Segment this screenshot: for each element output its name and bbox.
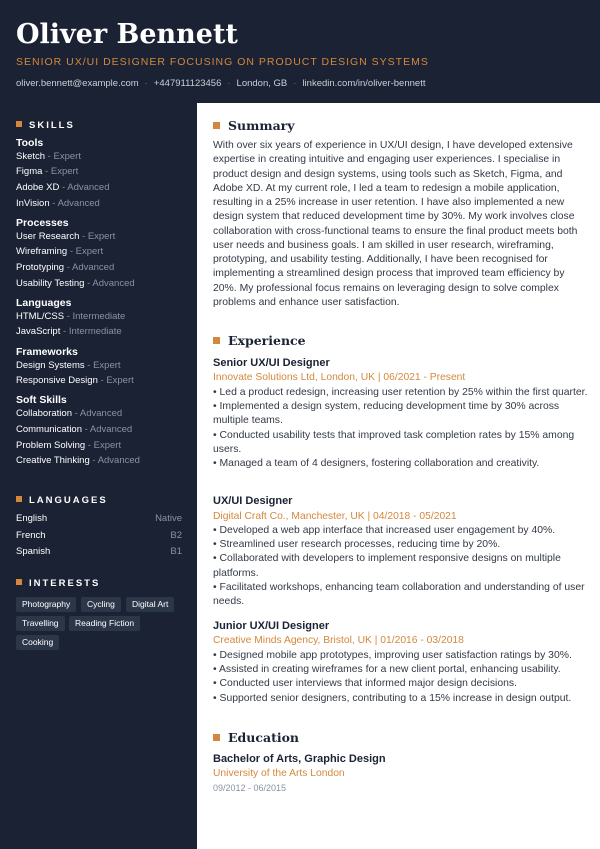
heading-square-icon	[16, 496, 22, 502]
interest-tag: Photography	[16, 597, 76, 612]
list-item: • Collaborated with developers to implement responsive designs on multiple platforms.	[213, 552, 591, 580]
interest-tag: Reading Fiction	[69, 616, 140, 631]
list-item: • Facilitated workshops, enhancing team collaboration and understanding of user needs.	[213, 581, 591, 609]
skill-item: Problem Solving - Expert	[16, 440, 122, 451]
job-bullets	[213, 524, 591, 609]
interest-tag: Cycling	[81, 597, 121, 612]
list-item: • Assisted in creating wireframes for a new client portal, enhancing usability.	[213, 663, 591, 677]
skill-item: Design Systems - Expert	[16, 360, 121, 371]
heading-square-icon	[213, 337, 220, 344]
experience-heading: Experience	[213, 333, 306, 348]
skill-item: Usability Testing - Advanced	[16, 278, 135, 289]
skill-item: HTML/CSS - Intermediate	[16, 311, 126, 322]
job-meta: Digital Craft Co., Manchester, UK | 04/2018 - 05/2021	[213, 511, 457, 522]
skill-item: Adobe XD - Advanced	[16, 182, 110, 193]
list-item: • Implemented a design system, reducing development time by 30% across multiple teams.	[213, 400, 591, 428]
skill-item: JavaScript - Intermediate	[16, 326, 122, 337]
skill-item: Responsive Design - Expert	[16, 375, 134, 386]
job-meta: Creative Minds Agency, Bristol, UK | 01/2016 - 03/2018	[213, 635, 464, 646]
separator-dot: ·	[293, 78, 297, 89]
languages-heading: LANGUAGES	[16, 495, 108, 506]
person-name: Oliver Bennett	[16, 19, 238, 50]
skill-item: Creative Thinking - Advanced	[16, 455, 140, 466]
language-row: Spanish B1	[16, 546, 182, 557]
school-name: University of the Arts London	[213, 768, 345, 779]
skill-group-title: Languages	[16, 297, 72, 309]
list-item: • Streamlined user research processes, reducing time by 20%.	[213, 538, 591, 552]
skill-group-title: Frameworks	[16, 346, 78, 358]
skill-item: Collaboration - Advanced	[16, 408, 123, 419]
interests-heading: INTERESTS	[16, 578, 100, 589]
main-content	[197, 103, 600, 849]
linkedin-link[interactable]: linkedin.com/in/oliver-bennett	[302, 78, 426, 89]
list-item: • Conducted usability tests that improved task completion rates by 15% among users.	[213, 429, 591, 457]
job-bullets	[213, 386, 591, 471]
job-title: UX/UI Designer	[213, 495, 293, 507]
skill-item: Wireframing - Expert	[16, 246, 104, 257]
language-row: French B2	[16, 530, 182, 541]
location-text: London, GB	[236, 78, 288, 89]
interest-tag: Travelling	[16, 616, 65, 631]
language-row: English Native	[16, 513, 182, 524]
skill-group-title: Soft Skills	[16, 394, 67, 406]
skill-item: Prototyping - Advanced	[16, 262, 115, 273]
heading-square-icon	[16, 579, 22, 585]
list-item: • Conducted user interviews that informed major design decisions.	[213, 677, 591, 691]
heading-square-icon	[213, 734, 220, 741]
summary-text: With over six years of experience in UX/UI design, I have developed extensive expertise in creating intuitive and engaging user experiences. I specialise in product design and design systems, using tools such as Sketch, Figma, and Adobe XD. At my current role, I led a team to redesign a mobile application, resulting in a 25% increase in user retention. I have also implemented a new design system that reduced development time by 30%. My work involves close collaboration with cross-functional teams to ensure the final product meets both user needs and business goals. I am skilled in user research, wireframing, prototyping, and usability testing. Additionally, I have been recognised for implementing a streamlined design process that improved team efficiency by 20%. My professional focus remains on leveraging design to solve complex problems and enhance user satisfaction.	[213, 140, 578, 308]
list-item: • Developed a web app interface that increased user engagement by 40%.	[213, 524, 591, 538]
skill-item: User Research - Expert	[16, 231, 116, 242]
interest-tag: Digital Art	[126, 597, 174, 612]
job-title: Senior UX/UI Designer	[213, 357, 330, 369]
phone-number[interactable]: +447911123456	[153, 78, 222, 89]
degree-title: Bachelor of Arts, Graphic Design	[213, 753, 386, 765]
list-item: • Designed mobile app prototypes, improving user satisfaction ratings by 30%.	[213, 649, 591, 663]
sidebar	[0, 103, 197, 849]
email-link[interactable]: oliver.bennett@example.com	[16, 78, 139, 89]
skill-group-title: Processes	[16, 217, 69, 229]
skill-group-title: Tools	[16, 137, 44, 149]
list-item: • Managed a team of 4 designers, fostering collaboration and creativity.	[213, 457, 591, 471]
heading-square-icon	[213, 122, 220, 129]
separator-dot: ·	[227, 78, 231, 89]
job-meta: Innovate Solutions Ltd, London, UK | 06/2021 - Present	[213, 372, 466, 383]
list-item: • Led a product redesign, increasing user retention by 25% within the first quarter.	[213, 386, 591, 400]
skills-heading: SKILLS	[16, 120, 75, 131]
skill-item: Sketch - Expert	[16, 151, 81, 162]
interest-tag: Cooking	[16, 635, 59, 650]
education-heading: Education	[213, 730, 299, 745]
list-item: • Supported senior designers, contributing to a 15% increase in design output.	[213, 692, 591, 706]
contact-line	[16, 78, 425, 89]
skill-item: Figma - Expert	[16, 166, 79, 177]
job-title: Junior UX/UI Designer	[213, 620, 330, 632]
skill-item: InVision - Advanced	[16, 198, 100, 209]
summary-heading: Summary	[213, 118, 295, 133]
separator-dot: ·	[144, 78, 148, 89]
job-bullets	[213, 649, 591, 706]
heading-square-icon	[16, 121, 22, 127]
skill-item: Communication - Advanced	[16, 424, 133, 435]
education-dates: 09/2012 - 06/2015	[213, 783, 287, 793]
job-headline: SENIOR UX/UI DESIGNER FOCUSING ON PRODUCT DESIGN SYSTEMS	[16, 56, 429, 68]
resume-header	[0, 0, 600, 103]
